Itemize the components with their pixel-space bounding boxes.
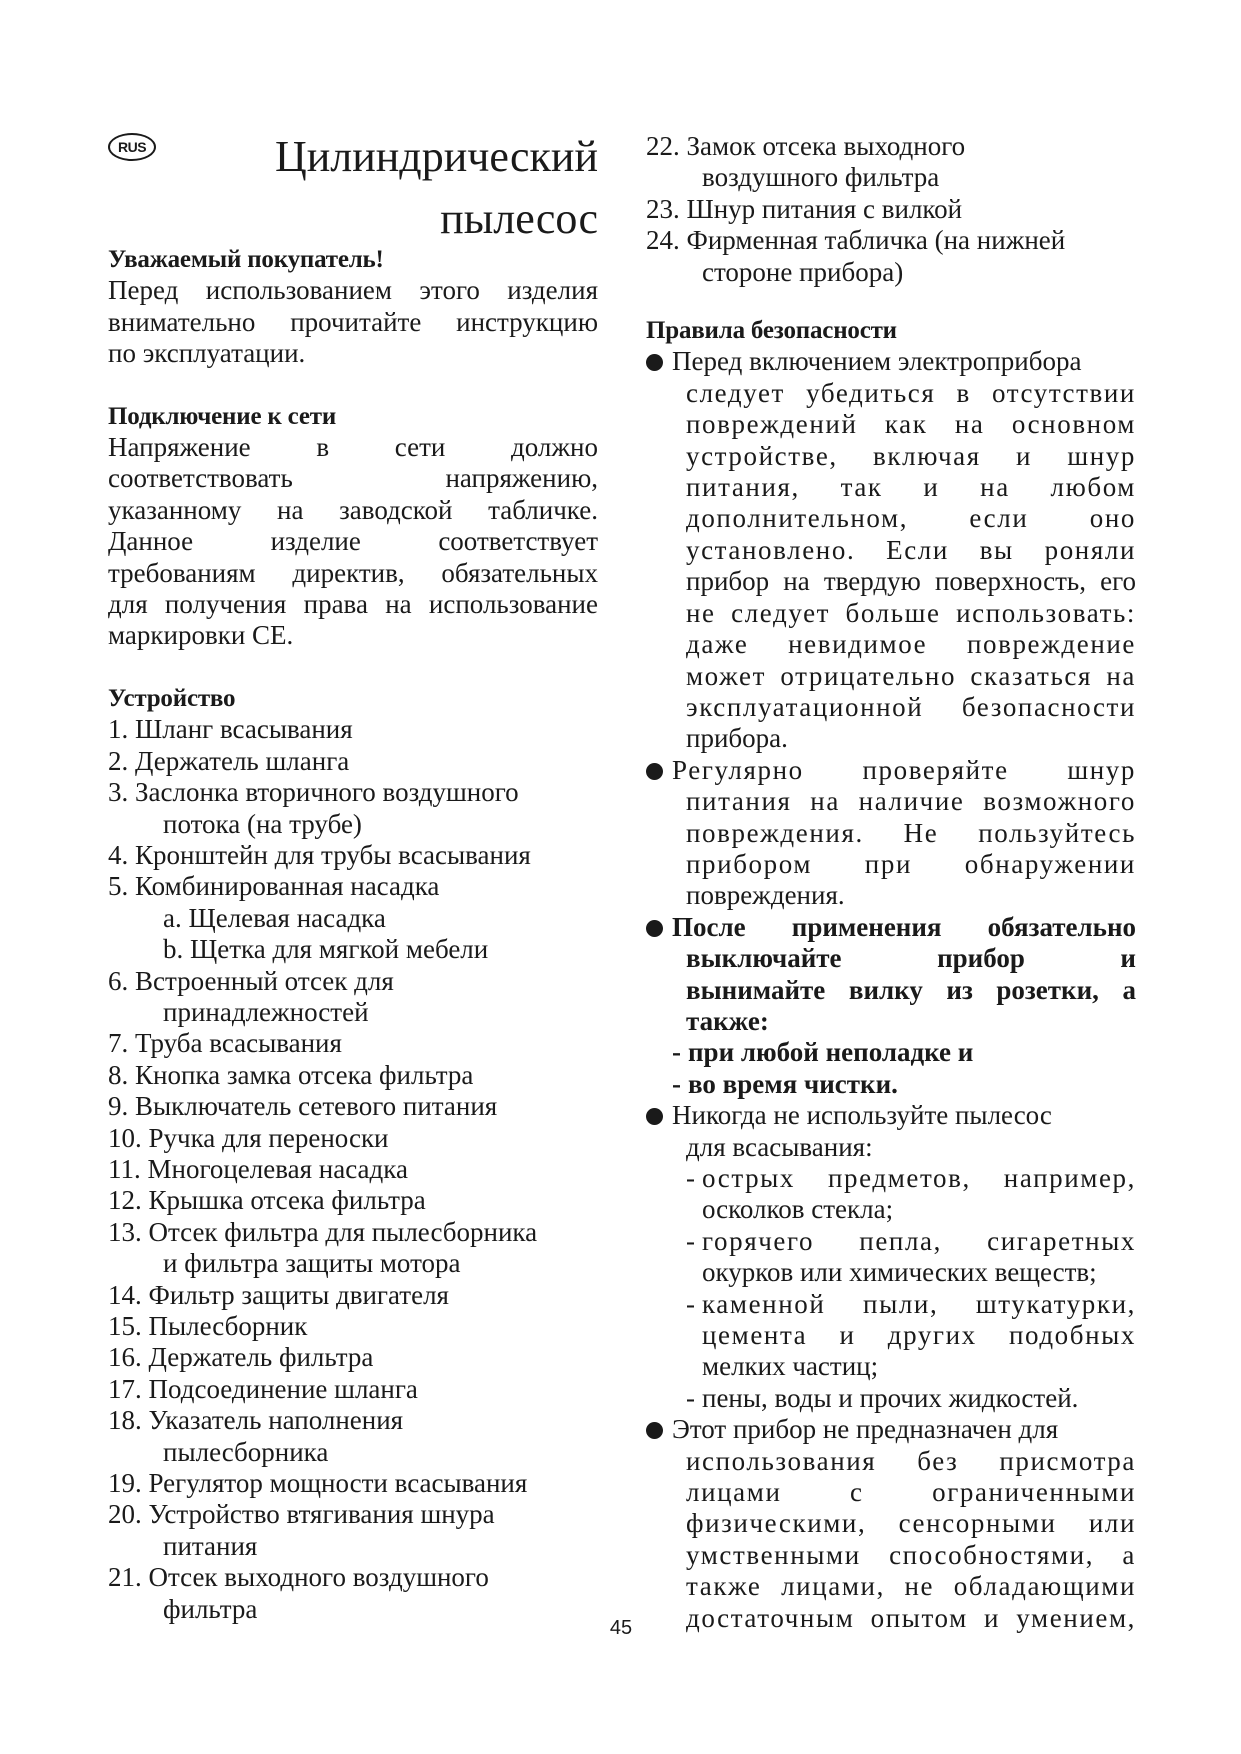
bullet-icon: [646, 763, 663, 780]
dash-item: - горячего пепла, сигаретных окурков или химических веществ;: [686, 1225, 1136, 1288]
list-item: 2. Держатель шланга: [108, 745, 350, 776]
mains-heading: Подключение к сети: [108, 402, 337, 430]
list-item: 17. Подсоединение шланга: [108, 1373, 418, 1404]
safety-bullet-2: Регулярно проверяйте шнур питания на наличие возможного повреждения. Не пользуйтесь прибором при обнаружении повреждения.: [646, 755, 1136, 912]
list-item: 3. Заслонка вторичного воздушного: [108, 777, 519, 808]
page-number: 45: [609, 1617, 633, 1639]
list-item: 24. Фирменная табличка (на нижней: [646, 225, 1066, 256]
dash-item: - во время чистки.: [672, 1068, 898, 1099]
dash-list: [686, 1163, 1136, 1414]
list-item: 11. Многоцелевая насадка: [108, 1153, 408, 1184]
bullet-icon: [646, 1422, 663, 1439]
list-item: 21. Отсек выходного воздушного: [108, 1562, 489, 1593]
dash-item: - при любой неполадке и: [672, 1037, 974, 1068]
list-item: 4. Кронштейн для трубы всасывания: [108, 839, 531, 870]
left-column: [108, 126, 598, 1625]
list-item: 15. Пылесборник: [108, 1311, 308, 1341]
bullet-icon: [646, 920, 663, 937]
list-item: 7. Труба всасывания: [108, 1028, 342, 1059]
list-item: 12. Крышка отсека фильтра: [108, 1185, 426, 1216]
list-item: 10. Ручка для переноски: [108, 1122, 389, 1153]
list-item: 14. Фильтр защиты двигателя: [108, 1279, 449, 1310]
dear-customer-heading: Уважаемый покупатель!: [108, 246, 384, 273]
safety-heading: Правила безопасности: [646, 317, 897, 345]
device-list-left: 1. Шланг всасывания 2. Держатель шланга 3. Заслонка вторичного воздушного потока (на трубе) 4. Кронштейн для трубы всасывания 5. Комбинированная насадка a. Щелевая насадка b. Щетка для мягкой мебели 6. Встроенный отсек для принадлежностей 7. Труба всасывания 8. Кнопка замка отсека фильтра 9. Выключатель сетевого питания 10. Ручка для переноски 11. Многоцелевая насадка 12. Крышка отсека фильтра 13. Отсек фильтра для пылесборника и фильтра защиты мотора 14. Фильтр защиты двигателя 15. Пылесборник 16. Держатель фильтра 17. Подсоединение шланга 18. Указатель наполнения пылесборника 19. Регулятор мощности всасывания 20. Устройство втягивания шнура питания 21. Отсек выходного воздушного фильтра: [108, 714, 598, 1625]
safety-bullet-3: После применения обязательно выключайте прибор и вынимайте вилку из розетки, а также: - при любой неполадке и - во время чистки.: [646, 912, 1136, 1100]
safety-bullet-4: Никогда не используйте пылесос для всасывания: - острых предметов, например, осколков стекла; - горячего пепла, сигаретных окурков или химических веществ; - каменной пыли, штукатурки, цемента и других подобных мелких частиц; - пены, воды и прочих жидкостей.: [646, 1100, 1136, 1414]
bullet-icon: [646, 354, 663, 371]
sub-item: b. Щетка для мягкой мебели: [163, 934, 489, 965]
list-item: 22. Замок отсека выходного: [646, 131, 966, 161]
safety-bullet-5: Этот прибор не предназначен для использования без присмотра лицами с ограниченными физическими, сенсорными или умственными способностями, а также лицами, не обладающими достаточным опытом и умением,: [646, 1414, 1136, 1634]
title-block: [108, 126, 598, 244]
dash-item: - острых предметов, например, осколков стекла;: [686, 1163, 1136, 1225]
right-column: [646, 131, 1136, 1634]
mains-text: Напряжение в сети должно соответствовать напряжению, указанному на заводской табличке. Данное изделие соответствует требованиям директив, обязательных для получения права на использование маркировки CE.: [108, 432, 598, 651]
list-item: 19. Регулятор мощности всасывания: [108, 1468, 528, 1499]
device-list-right: 22. Замок отсека выходного воздушного фильтра 23. Шнур питания с вилкой 24. Фирменная табличка (на нижней стороне прибора): [646, 131, 1136, 288]
list-item: 6. Встроенный отсек для: [108, 965, 394, 996]
page-title: Цилиндрический пылесос: [274, 132, 598, 243]
list-item: 18. Указатель наполнения: [108, 1405, 404, 1436]
language-badge: RUS: [108, 133, 156, 161]
list-item: 8. Кнопка замка отсека фильтра: [108, 1059, 474, 1090]
list-item: 5. Комбинированная насадка: [108, 871, 440, 902]
bullet-icon: [646, 1108, 663, 1125]
dear-customer-text: Перед использованием этого изделия внимательно прочитайте инструкцию по эксплуатации.: [108, 275, 598, 369]
device-heading: Устройство: [108, 684, 236, 712]
list-item: 20. Устройство втягивания шнура: [108, 1499, 495, 1530]
dash-item: - пены, воды и прочих жидкостей.: [686, 1382, 1079, 1413]
safety-bullet-1: Перед включением электроприбора следует убедиться в отсутствии повреждений как на основном устройстве, включая и шнур питания, так и на любом дополнительном, если оно установлено. Если вы роняли прибор на твердую поверхность, его не следует больше использовать: даже невидимое повреждение может отрицательно сказаться на эксплуатационной безопасности прибора.: [646, 346, 1136, 754]
list-item: 16. Держатель фильтра: [108, 1342, 374, 1373]
list-item: 23. Шнур питания с вилкой: [646, 193, 963, 224]
list-item: 9. Выключатель сетевого питания: [108, 1091, 498, 1122]
dash-item: - каменной пыли, штукатурки, цемента и других подобных мелких частиц;: [686, 1288, 1136, 1382]
sub-item: a. Щелевая насадка: [163, 902, 386, 933]
list-item: 13. Отсек фильтра для пылесборника: [108, 1216, 538, 1247]
list-item: 1. Шланг всасывания: [108, 714, 353, 745]
